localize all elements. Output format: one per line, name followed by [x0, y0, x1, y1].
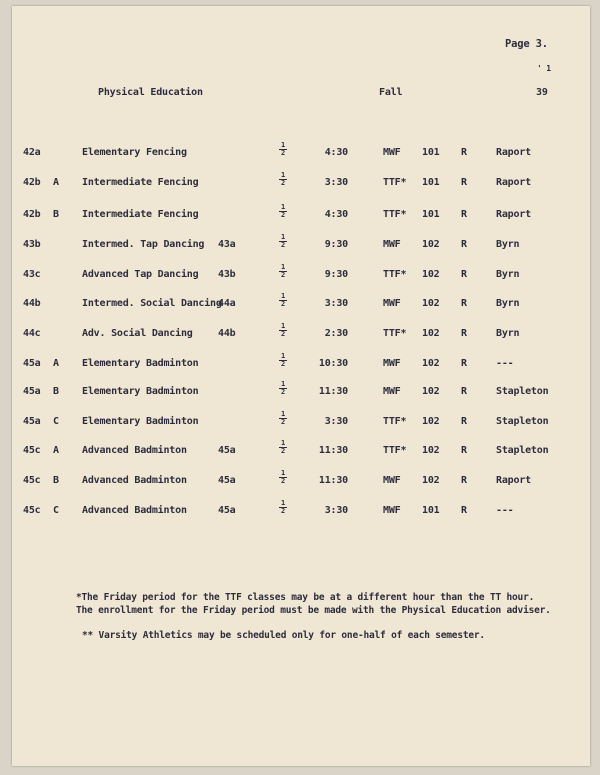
- course-code: 44c: [23, 328, 41, 339]
- course-days: MWF: [383, 358, 401, 369]
- course-time: 3:30: [324, 298, 348, 309]
- course-days: MWF: [383, 239, 401, 250]
- course-time: 3:30: [324, 505, 348, 516]
- course-type: R: [461, 358, 467, 369]
- course-instructor: Raport: [496, 475, 531, 486]
- course-instructor: Byrn: [496, 328, 520, 339]
- credit-denominator: 2: [280, 179, 285, 187]
- course-type: R: [461, 445, 467, 456]
- sheet-number: 39: [536, 87, 548, 98]
- credit-denominator: 2: [280, 149, 285, 157]
- table-row: [12, 203, 590, 223]
- course-room: 102: [422, 298, 440, 309]
- credit-denominator: 2: [280, 447, 285, 455]
- course-days: TTF*: [383, 269, 407, 280]
- course-type: R: [461, 239, 467, 250]
- table-row: [12, 439, 590, 459]
- course-title: Advanced Tap Dancing: [82, 269, 199, 280]
- course-instructor: Raport: [496, 147, 531, 158]
- course-time: 11:30: [318, 475, 348, 486]
- course-code: 45c: [23, 475, 41, 486]
- course-code: 45a: [23, 416, 41, 427]
- credit-denominator: 2: [280, 477, 285, 485]
- course-credit: [279, 381, 287, 396]
- credit-numerator: 1: [280, 322, 285, 330]
- course-title: Elementary Badminton: [82, 416, 199, 427]
- course-days: TTF*: [383, 445, 407, 456]
- course-type: R: [461, 177, 467, 188]
- course-credit: [279, 264, 287, 279]
- course-title: Intermediate Fencing: [82, 177, 199, 188]
- table-row: [12, 171, 590, 191]
- course-time: 11:30: [318, 445, 348, 456]
- footnotes: [76, 591, 551, 617]
- course-instructor: Raport: [496, 177, 531, 188]
- course-credit: [279, 440, 287, 455]
- course-code: 43b: [23, 239, 41, 250]
- credit-numerator: 1: [280, 380, 285, 388]
- course-title: Elementary Fencing: [82, 147, 187, 158]
- course-time: 4:30: [324, 209, 348, 220]
- course-instructor: Raport: [496, 209, 531, 220]
- footnote-ttf-friday: *The Friday period for the TTF classes may be at a different hour than the TT hour.: [76, 592, 535, 603]
- credit-numerator: 1: [280, 352, 285, 360]
- course-section: A: [53, 445, 59, 456]
- credit-numerator: 1: [280, 233, 285, 241]
- course-section: C: [53, 505, 59, 516]
- course-room: 102: [422, 386, 440, 397]
- course-prerequisite: 45a: [218, 505, 236, 516]
- course-credit: [279, 411, 287, 426]
- course-room: 102: [422, 416, 440, 427]
- credit-numerator: 1: [280, 171, 285, 179]
- course-days: MWF: [383, 475, 401, 486]
- course-days: MWF: [383, 505, 401, 516]
- course-room: 101: [422, 209, 440, 220]
- course-section: A: [53, 358, 59, 369]
- credit-numerator: 1: [280, 263, 285, 271]
- course-room: 102: [422, 358, 440, 369]
- course-type: R: [461, 475, 467, 486]
- course-days: MWF: [383, 147, 401, 158]
- credit-denominator: 2: [280, 388, 285, 396]
- course-instructor: ---: [496, 505, 514, 516]
- credit-denominator: 2: [280, 330, 285, 338]
- course-instructor: Byrn: [496, 239, 520, 250]
- course-instructor: Stapleton: [496, 386, 549, 397]
- course-type: R: [461, 505, 467, 516]
- course-title: Advanced Badminton: [82, 505, 187, 516]
- course-room: 101: [422, 147, 440, 158]
- credit-denominator: 2: [280, 418, 285, 426]
- course-prerequisite: 43b: [218, 269, 236, 280]
- course-title: Intermed. Tap Dancing: [82, 239, 205, 250]
- course-type: R: [461, 209, 467, 220]
- course-instructor: Byrn: [496, 298, 520, 309]
- course-time: 4:30: [324, 147, 348, 158]
- table-row: [12, 263, 590, 283]
- course-days: MWF: [383, 298, 401, 309]
- course-code: 42b: [23, 177, 41, 188]
- course-time: 9:30: [324, 239, 348, 250]
- course-code: 42a: [23, 147, 41, 158]
- course-time: 9:30: [324, 269, 348, 280]
- table-row: [12, 499, 590, 519]
- course-code: 45a: [23, 358, 41, 369]
- course-section: C: [53, 416, 59, 427]
- course-room: 101: [422, 177, 440, 188]
- course-days: MWF: [383, 386, 401, 397]
- course-prerequisite: 45a: [218, 475, 236, 486]
- course-room: 102: [422, 269, 440, 280]
- course-code: 45c: [23, 445, 41, 456]
- course-credit: [279, 142, 287, 157]
- course-type: R: [461, 269, 467, 280]
- course-instructor: ---: [496, 358, 514, 369]
- credit-denominator: 2: [280, 360, 285, 368]
- course-prerequisite: 44a: [218, 298, 236, 309]
- course-room: 102: [422, 475, 440, 486]
- table-row: [12, 469, 590, 489]
- course-code: 45c: [23, 505, 41, 516]
- course-title: Intermediate Fencing: [82, 209, 199, 220]
- course-section: B: [53, 209, 59, 220]
- course-title: Elementary Badminton: [82, 358, 199, 369]
- credit-numerator: 1: [280, 292, 285, 300]
- course-section: A: [53, 177, 59, 188]
- course-prerequisite: 43a: [218, 239, 236, 250]
- table-row: [12, 292, 590, 312]
- table-row: [12, 141, 590, 161]
- course-title: Adv. Social Dancing: [82, 328, 193, 339]
- course-room: 102: [422, 239, 440, 250]
- course-instructor: Stapleton: [496, 416, 549, 427]
- course-prerequisite: 44b: [218, 328, 236, 339]
- course-credit: [279, 323, 287, 338]
- course-instructor: Byrn: [496, 269, 520, 280]
- course-days: TTF*: [383, 209, 407, 220]
- course-code: 43c: [23, 269, 41, 280]
- department-title: Physical Education: [98, 87, 203, 98]
- course-section: B: [53, 475, 59, 486]
- footnote-varsity: ** Varsity Athletics may be scheduled only for one-half of each semester.: [82, 630, 485, 641]
- course-credit: [279, 470, 287, 485]
- course-days: TTF*: [383, 328, 407, 339]
- course-credit: [279, 172, 287, 187]
- course-type: R: [461, 386, 467, 397]
- course-credit: [279, 204, 287, 219]
- credit-denominator: 2: [280, 271, 285, 279]
- credit-denominator: 2: [280, 211, 285, 219]
- course-room: 102: [422, 328, 440, 339]
- credit-denominator: 2: [280, 241, 285, 249]
- course-room: 102: [422, 445, 440, 456]
- course-credit: [279, 293, 287, 308]
- table-row: [12, 410, 590, 430]
- table-row: [12, 233, 590, 253]
- course-time: 3:30: [324, 177, 348, 188]
- corner-mark: ' 1: [537, 64, 551, 73]
- course-type: R: [461, 147, 467, 158]
- page-label: Page 3.: [505, 38, 548, 50]
- course-room: 101: [422, 505, 440, 516]
- course-time: 11:30: [318, 386, 348, 397]
- credit-denominator: 2: [280, 300, 285, 308]
- course-time: 10:30: [318, 358, 348, 369]
- credit-numerator: 1: [280, 469, 285, 477]
- course-type: R: [461, 298, 467, 309]
- course-credit: [279, 500, 287, 515]
- course-type: R: [461, 416, 467, 427]
- table-row: [12, 322, 590, 342]
- footnote-enrollment: The enrollment for the Friday period must be made with the Physical Education adviser.: [76, 605, 551, 616]
- course-title: Intermed. Social Dancing: [82, 298, 222, 309]
- credit-numerator: 1: [280, 499, 285, 507]
- course-code: 45a: [23, 386, 41, 397]
- credit-numerator: 1: [280, 141, 285, 149]
- document-page: [12, 6, 590, 766]
- course-code: 42b: [23, 209, 41, 220]
- course-time: 3:30: [324, 416, 348, 427]
- course-title: Advanced Badminton: [82, 445, 187, 456]
- course-time: 2:30: [324, 328, 348, 339]
- course-type: R: [461, 328, 467, 339]
- credit-denominator: 2: [280, 507, 285, 515]
- credit-numerator: 1: [280, 203, 285, 211]
- course-instructor: Stapleton: [496, 445, 549, 456]
- course-credit: [279, 353, 287, 368]
- course-title: Elementary Badminton: [82, 386, 199, 397]
- course-section: B: [53, 386, 59, 397]
- course-days: TTF*: [383, 177, 407, 188]
- course-credit: [279, 234, 287, 249]
- course-code: 44b: [23, 298, 41, 309]
- course-days: TTF*: [383, 416, 407, 427]
- table-row: [12, 352, 590, 372]
- credit-numerator: 1: [280, 439, 285, 447]
- course-title: Advanced Badminton: [82, 475, 187, 486]
- course-prerequisite: 45a: [218, 445, 236, 456]
- credit-numerator: 1: [280, 410, 285, 418]
- table-row: [12, 380, 590, 400]
- term-label: Fall: [379, 87, 403, 98]
